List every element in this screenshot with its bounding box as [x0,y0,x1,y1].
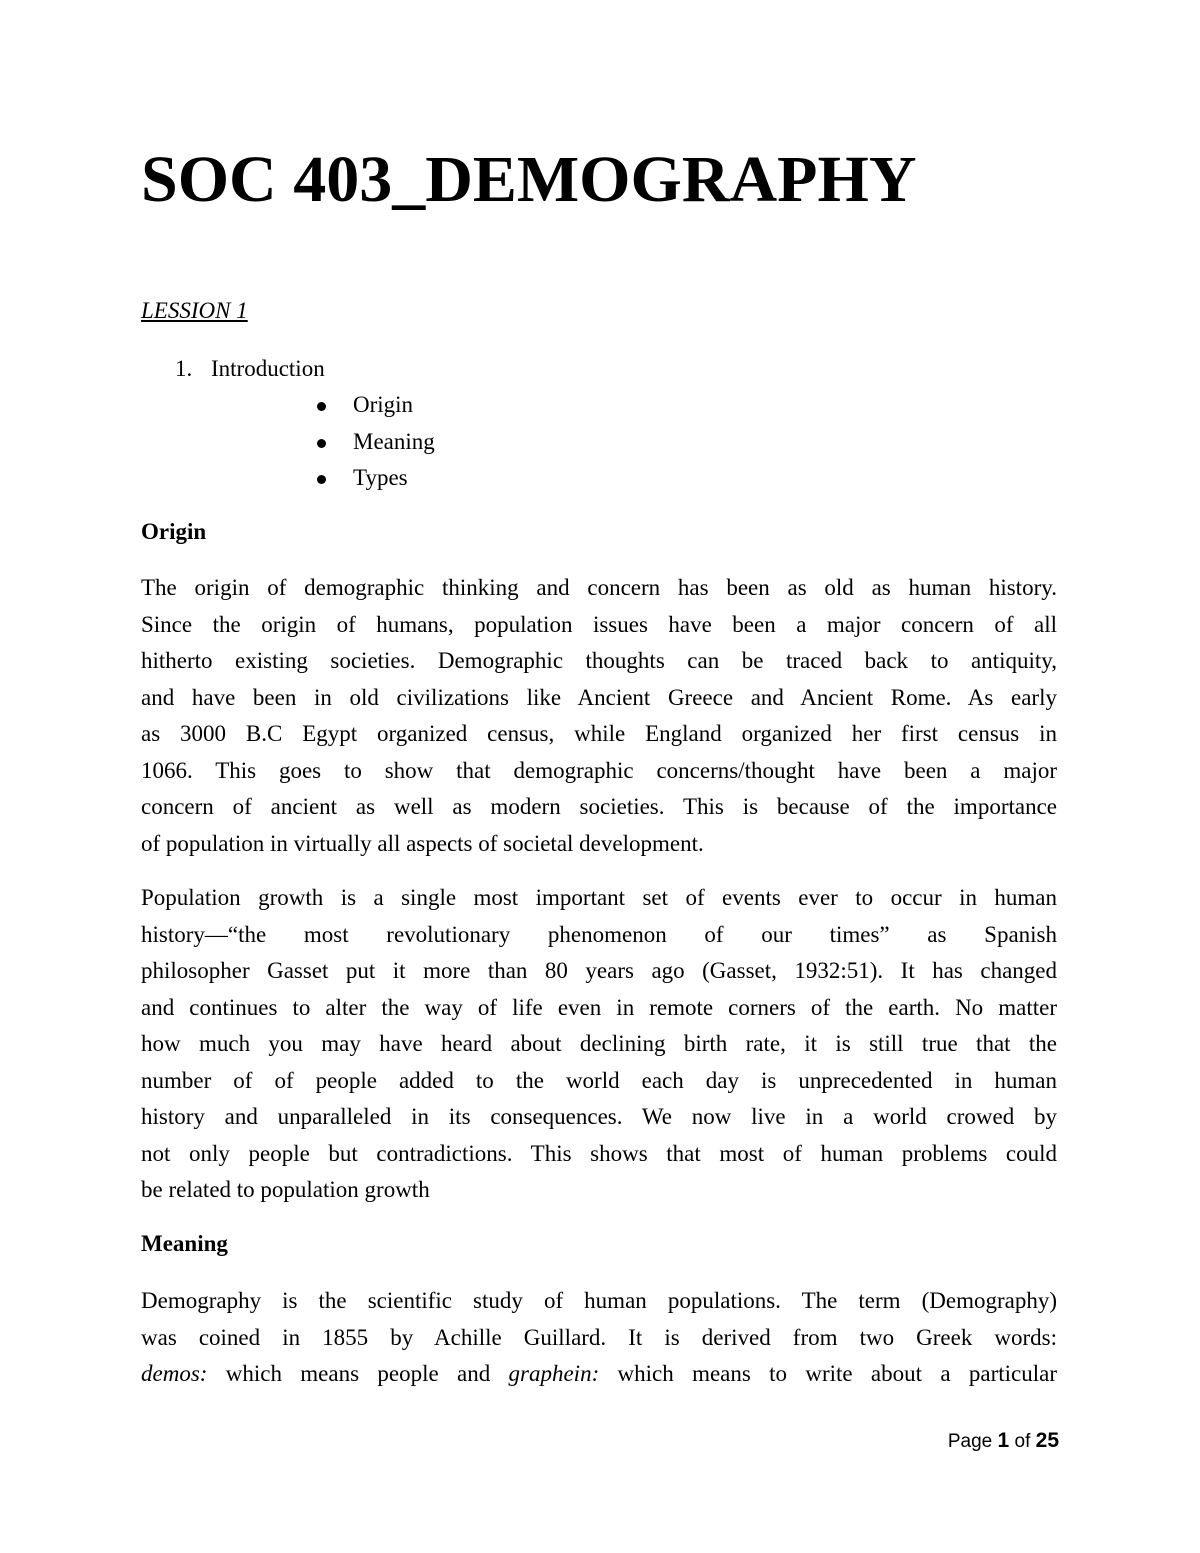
paragraph-line: and have been in old civilizations like Ancient Greece and Ancient Rome. As early [141,684,1057,710]
page-word: Page [947,1431,993,1452]
paragraph-population-growth [141,880,1057,1209]
bullet-icon [317,439,326,448]
paragraph-line: 1066. This goes to show that demographic concerns/thought have been a major [141,757,1057,783]
subitem-label: Types [353,465,408,490]
paragraph-line: Population growth is a single most important set of events ever to occur in human [141,885,1057,910]
paragraph-line: of population in virtually all aspects of societal development. [141,830,704,856]
paragraph-line: history—“the most revolutionary phenomenon of our times” as Spanish [141,921,1057,947]
greek-term-demos: demos: [141,1361,208,1386]
document-title: SOC 403_DEMOGRAPHY [141,143,917,216]
section-heading-meaning: Meaning [141,1231,228,1256]
paragraph-origin [141,570,1057,862]
outline-label: Introduction [211,356,325,381]
paragraph-line: concern of ancient as well as modern societies. This is because of the importance [141,794,1057,819]
paragraph-line: The origin of demographic thinking and concern has been as old as human history. [141,575,1057,600]
definition-text: which means people and [207,1361,509,1386]
bullet-icon [317,402,326,411]
paragraph-line: and continues to alter the way of life even in remote corners of the earth. No matter [141,994,1057,1020]
paragraph-line: be related to population growth [141,1177,430,1202]
paragraph-line: Demography is the scientific study of human populations. The term (Demography) [141,1288,1057,1313]
page-number: 1 [997,1429,1010,1452]
bullet-icon [317,475,326,484]
lesson-label: LESSION 1 [141,298,248,323]
total-pages: 25 [1035,1429,1059,1452]
paragraph-line: hitherto existing societies. Demographic thoughts can be traced back to antiquity, [141,648,1057,673]
section-heading-origin: Origin [141,519,207,544]
subitem-label: Meaning [353,428,435,454]
paragraph-meaning [141,1283,1057,1393]
paragraph-line: was coined in 1855 by Achille Guillard. It is derived from two Greek words: [141,1324,1057,1350]
subitem-label: Origin [353,392,414,417]
paragraph-line: as 3000 B.C Egypt organized census, while England organized her first census in [141,721,1057,746]
outline-number: 1. [175,356,193,381]
greek-term-graphein: graphein: [508,1361,600,1386]
page-footer [948,1428,1059,1455]
paragraph-line: Since the origin of humans, population issues have been a major concern of all [141,611,1057,637]
definition-text: which means to write about a particular [599,1361,1057,1386]
paragraph-line: not only people but contradictions. This shows that most of human problems could [141,1140,1057,1166]
paragraph-line: how much you may have heard about declining birth rate, it is still true that the [141,1031,1057,1056]
paragraph-line: philosopher Gasset put it more than 80 years ago (Gasset, 1932:51). It has changed [141,958,1057,983]
paragraph-line: number of of people added to the world each day is unprecedented in human [141,1067,1057,1093]
paragraph-line-mixed [141,1356,1057,1393]
paragraph-line: history and unparalleled in its consequences. We now live in a world crowed by [141,1104,1057,1129]
of-word: of [1014,1431,1031,1452]
